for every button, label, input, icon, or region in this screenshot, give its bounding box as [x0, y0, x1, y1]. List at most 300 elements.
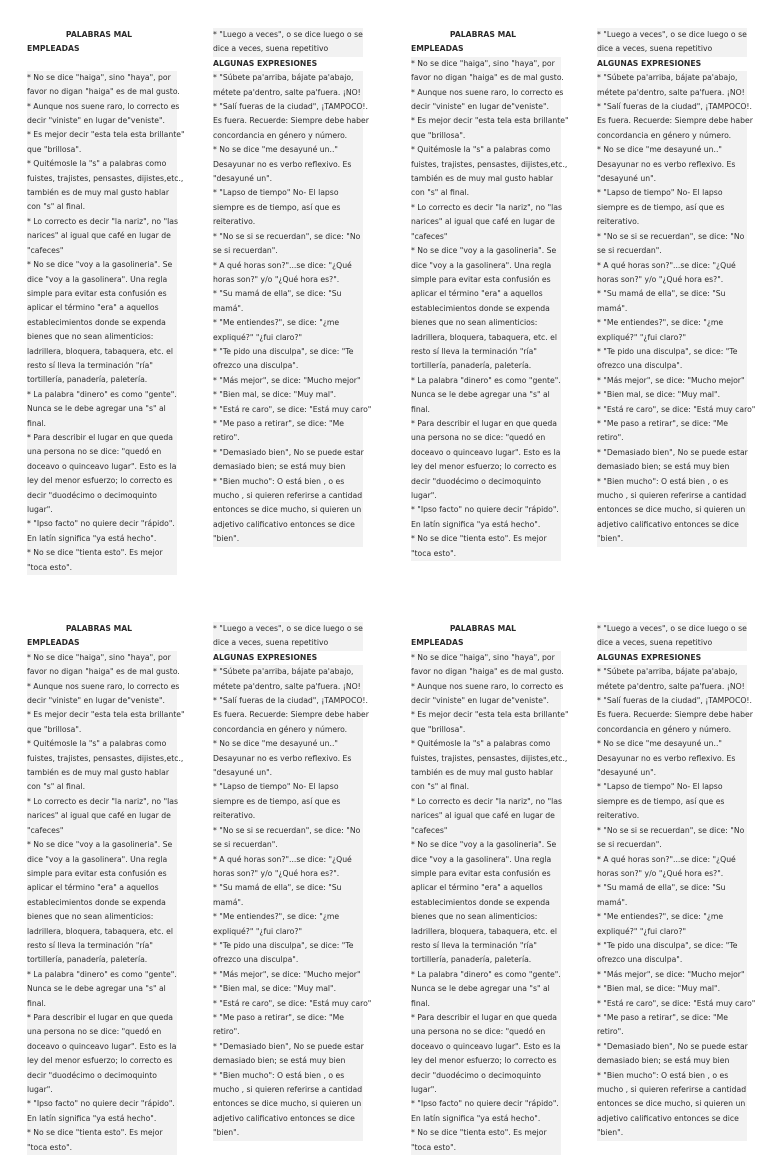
text-line: lugar". — [411, 1083, 561, 1097]
text-line: aplicar el término "era" a aquellos — [27, 881, 177, 895]
text-line: * Quitémosle la "s" a palabras como — [27, 737, 177, 751]
text-line: decir "duodécimo o decimoquinto — [27, 1069, 177, 1083]
text-line: mucho , si quieren referirse a cantidad — [597, 489, 747, 503]
text-line: que "brillosa". — [27, 723, 177, 737]
text-line: "toca esto". — [27, 561, 177, 575]
text-line: ladrillera, bloquera, tabaquera, etc. el — [411, 331, 561, 345]
text-line: * "Luego a veces", o se dice luego o se — [213, 622, 363, 636]
text-line: * "Demasiado bien", No se puede estar — [213, 446, 363, 460]
text-line: * "Lapso de tiempo" No- El lapso — [597, 780, 747, 794]
text-line: lugar". — [27, 503, 177, 517]
text-line: mamá". — [213, 302, 363, 316]
text-line: final. — [411, 403, 561, 417]
text-line: Nunca se le debe agregar una "s" al — [411, 388, 561, 402]
text-line: * La palabra "dinero" es como "gente". — [411, 374, 561, 388]
text-line: * Para describir el lugar en que queda — [27, 1011, 177, 1025]
text-line: "cafeces" — [411, 824, 561, 838]
text-line: * Es mejor decir "esta tela esta brillante" — [27, 708, 177, 722]
text-line: * No se dice "me desayuné un.." — [597, 737, 747, 751]
text-line: entonces se dice mucho, si quieren un — [213, 1097, 363, 1111]
text-line: reiterativo. — [597, 215, 747, 229]
text-line: * "Su mamá de ella", se dice: "Su — [213, 287, 363, 301]
text-line: expliqué?" "¿fui claro?" — [597, 925, 747, 939]
text-line: establecimientos donde se expenda — [27, 896, 177, 910]
text-line: ofrezco una disculpa". — [213, 359, 363, 373]
text-line: * "Salí fueras de la ciudad", ¡TAMPOCO!. — [213, 100, 363, 114]
column-right — [597, 28, 756, 547]
text-line: * Lo correcto es decir "la nariz", no "las — [411, 795, 561, 809]
text-line: * No se dice "me desayuné un.." — [213, 143, 363, 157]
text-line: * No se dice "tienta esto". Es mejor — [27, 546, 177, 560]
text-line: Nunca se le debe agregar una "s" al — [27, 982, 177, 996]
text-line: mamá". — [597, 896, 747, 910]
text-line: Desayunar no es verbo reflexivo. Es — [213, 752, 363, 766]
doc-subtitle: EMPLEADAS — [27, 44, 80, 54]
text-line: favor no digan "haiga" es de mal gusto. — [27, 665, 177, 679]
text-line: * "Luego a veces", o se dice luego o se — [597, 622, 747, 636]
text-line: * A qué horas son?"...se dice: "¿Qué — [213, 853, 363, 867]
column-left — [411, 28, 569, 561]
doc-title: PALABRAS MAL — [449, 624, 517, 633]
text-line: * No se dice "me desayuné un.." — [597, 143, 747, 157]
text-line: * "Bien mal, se dice: "Muy mal". — [213, 388, 363, 402]
text-line: * Para describir el lugar en que queda — [411, 417, 561, 431]
text-line: simple para evitar esta confusión es — [27, 287, 177, 301]
text-line: tortillería, panadería, paletería. — [27, 373, 177, 387]
text-line: * No se dice "voy a la gasolineria". Se — [411, 244, 561, 258]
text-line: demasiado bien; se está muy bien — [213, 1054, 363, 1068]
text-line: lugar". — [27, 1083, 177, 1097]
column-left — [27, 622, 185, 1155]
text-line: * No se dice "tienta esto". Es mejor — [411, 532, 561, 546]
text-line: * Aunque nos suene raro, lo correcto es — [27, 680, 177, 694]
text-line: ley del menor esfuerzo; lo correcto es — [27, 474, 177, 488]
text-line: * Es mejor decir "esta tela esta brillante" — [27, 128, 177, 142]
text-line: métete pa'dentro, salte pa'fuera. ¡NO! — [597, 680, 747, 694]
text-line: adjetivo calificativo entonces se dice — [213, 518, 363, 532]
text-line: horas son?" y/o "¿Qué hora es?". — [597, 273, 747, 287]
text-line: decir "viniste" en lugar de"veniste". — [27, 114, 177, 128]
text-line: con "s" al final. — [411, 186, 561, 200]
text-line: * "Lapso de tiempo" No- El lapso — [213, 780, 363, 794]
text-line: ofrezco una disculpa". — [597, 953, 747, 967]
text-line: * "Súbete pa'arriba, bájate pa'abajo, — [213, 665, 363, 679]
text-line: * "Ipso facto" no quiere decir "rápido". — [27, 517, 177, 531]
copy-bottom-right — [384, 612, 768, 1152]
doc-subtitle: EMPLEADAS — [27, 638, 80, 648]
text-line: * Aunque nos suene raro, lo correcto es — [411, 86, 561, 100]
text-line: * Quitémosle la "s" a palabras como — [411, 143, 561, 157]
text-line: * "Demasiado bien", No se puede estar — [597, 1040, 747, 1054]
text-line: * "Me entiendes?", se dice: "¿me — [213, 316, 363, 330]
text-line: * La palabra "dinero" es como "gente". — [411, 968, 561, 982]
section-heading: ALGUNAS EXPRESIONES — [213, 652, 318, 662]
text-line: concordancia en género y número. — [597, 129, 747, 143]
copy-top-right — [384, 0, 768, 558]
text-line: * "Me paso a retirar", se dice: "Me — [213, 1011, 363, 1025]
text-line: * No se dice "me desayuné un.." — [213, 737, 363, 751]
text-line: dice a veces, suena repetitivo — [213, 636, 363, 650]
spacer — [27, 57, 177, 71]
text-line: * "Su mamá de ella", se dice: "Su — [597, 881, 747, 895]
column-left — [411, 622, 569, 1155]
text-line: adjetivo calificativo entonces se dice — [213, 1112, 363, 1126]
text-line: decir "duodécimo o decimoquinto — [27, 489, 177, 503]
text-line: Desayunar no es verbo reflexivo. Es — [213, 158, 363, 172]
text-line: también es de muy mal gusto hablar — [411, 172, 561, 186]
text-line: final. — [411, 997, 561, 1011]
text-line: una persona no se dice: "quedó en — [27, 445, 177, 459]
text-line: * Quitémosle la "s" a palabras como — [411, 737, 561, 751]
text-line: entonces se dice mucho, si quieren un — [597, 503, 747, 517]
text-line: * "Más mejor", se dice: "Mucho mejor" — [213, 374, 363, 388]
text-line: dice "voy a la gasolinera". Una regla — [411, 853, 561, 867]
text-line: establecimientos donde se expenda — [411, 302, 561, 316]
text-line: * A qué horas son?"...se dice: "¿Qué — [597, 259, 747, 273]
text-line: "bien". — [213, 1126, 363, 1140]
text-line: * Aunque nos suene raro, lo correcto es — [27, 100, 177, 114]
text-line: * No se dice "haiga", sino "haya", por — [411, 57, 561, 71]
text-line: mamá". — [213, 896, 363, 910]
text-line: con "s" al final. — [27, 200, 177, 214]
text-line: * No se dice "voy a la gasolineria". Se — [27, 258, 177, 272]
text-line: ley del menor esfuerzo; lo correcto es — [411, 460, 561, 474]
text-line: * "Me entiendes?", se dice: "¿me — [597, 316, 747, 330]
text-line: reiterativo. — [597, 809, 747, 823]
text-line: * "Salí fueras de la ciudad", ¡TAMPOCO!. — [597, 100, 747, 114]
text-line: que "brillosa". — [411, 723, 561, 737]
text-line: "desayuné un". — [597, 766, 747, 780]
text-line: decir "duodécimo o decimoquinto — [411, 475, 561, 489]
text-line: * Lo correcto es decir "la nariz", no "las — [27, 215, 177, 229]
text-line: decir "viniste" en lugar de"veniste". — [411, 100, 561, 114]
doc-title: PALABRAS MAL — [449, 30, 517, 39]
text-line: En latín significa "ya está hecho". — [411, 1112, 561, 1126]
text-line: doceavo o quinceavo lugar". Esto es la — [27, 460, 177, 474]
text-line: * Para describir el lugar en que queda — [27, 431, 177, 445]
text-line: doceavo o quinceavo lugar". Esto es la — [411, 1040, 561, 1054]
text-line: fuistes, trajistes, pensastes, dijistes,etc., — [27, 172, 177, 186]
text-line: * "Súbete pa'arriba, bájate pa'abajo, — [213, 71, 363, 85]
text-line: mucho , si quieren referirse a cantidad — [213, 489, 363, 503]
text-line: * A qué horas son?"...se dice: "¿Qué — [597, 853, 747, 867]
text-line: * Quitémosle la "s" a palabras como — [27, 157, 177, 171]
text-line: "cafeces" — [27, 824, 177, 838]
text-line: * No se dice "tienta esto". Es mejor — [27, 1126, 177, 1140]
text-line: aplicar el término "era" a aquellos — [411, 881, 561, 895]
text-line: Desayunar no es verbo reflexivo. Es — [597, 158, 747, 172]
text-line: concordancia en género y número. — [213, 723, 363, 737]
text-line: * Es mejor decir "esta tela esta brillante" — [411, 114, 561, 128]
text-line: horas son?" y/o "¿Qué hora es?". — [597, 867, 747, 881]
text-line: también es de muy mal gusto hablar — [27, 186, 177, 200]
text-line: * Para describir el lugar en que queda — [411, 1011, 561, 1025]
text-line: narices" al igual que café en lugar de — [27, 809, 177, 823]
text-line: * "Luego a veces", o se dice luego o se — [213, 28, 363, 42]
text-line: bienes que no sean alimenticios: — [27, 330, 177, 344]
section-heading: ALGUNAS EXPRESIONES — [597, 652, 702, 662]
text-line: Nunca se le debe agregar una "s" al — [411, 982, 561, 996]
section-heading: ALGUNAS EXPRESIONES — [597, 58, 702, 68]
text-line: ladrillera, bloquera, tabaquera, etc. el — [411, 925, 561, 939]
text-line: * "Lapso de tiempo" No- El lapso — [597, 186, 747, 200]
text-line: dice "voy a la gasolinera". Una regla — [27, 273, 177, 287]
text-line: "toca esto". — [27, 1141, 177, 1155]
text-line: expliqué?" "¿fui claro?" — [213, 331, 363, 345]
text-line: decir "viniste" en lugar de"veniste". — [27, 694, 177, 708]
text-line: dice "voy a la gasolinera". Una regla — [411, 259, 561, 273]
text-line: favor no digan "haiga" es de mal gusto. — [411, 665, 561, 679]
text-line: retiro". — [597, 431, 747, 445]
text-line: tortillería, panadería, paletería. — [27, 953, 177, 967]
text-line: "desayuné un". — [597, 172, 747, 186]
text-line: bienes que no sean alimenticios: — [411, 910, 561, 924]
text-line: se si recuerdan". — [213, 838, 363, 852]
text-line: final. — [27, 417, 177, 431]
text-line: mucho , si quieren referirse a cantidad — [597, 1083, 747, 1097]
text-line: concordancia en género y número. — [213, 129, 363, 143]
text-line: narices" al igual que café en lugar de — [411, 809, 561, 823]
text-line: también es de muy mal gusto hablar — [27, 766, 177, 780]
text-line: En latín significa "ya está hecho". — [27, 1112, 177, 1126]
text-line: doceavo o quinceavo lugar". Esto es la — [27, 1040, 177, 1054]
text-line: Es fuera. Recuerde: Siempre debe haber — [213, 114, 363, 128]
text-line: * Lo correcto es decir "la nariz", no "las — [411, 201, 561, 215]
text-line: * "Bien mucho": O está bien , o es — [597, 1069, 747, 1083]
text-line: Es fuera. Recuerde: Siempre debe haber — [597, 708, 747, 722]
text-line: * "Salí fueras de la ciudad", ¡TAMPOCO!. — [597, 694, 747, 708]
text-line: * "No se si se recuerdan", se dice: "No — [597, 230, 747, 244]
text-line: simple para evitar esta confusión es — [411, 867, 561, 881]
text-line: tortillería, panadería, paletería. — [411, 359, 561, 373]
text-line: siempre es de tiempo, así que es — [213, 201, 363, 215]
text-line: adjetivo calificativo entonces se dice — [597, 1112, 747, 1126]
text-line: final. — [27, 997, 177, 1011]
text-line: * "No se si se recuerdan", se dice: "No — [597, 824, 747, 838]
text-line: En latín significa "ya está hecho". — [411, 518, 561, 532]
text-line: dice a veces, suena repetitivo — [213, 42, 363, 56]
text-line: siempre es de tiempo, así que es — [597, 201, 747, 215]
text-line: demasiado bien; se está muy bien — [213, 460, 363, 474]
text-line: * No se dice "voy a la gasolineria". Se — [27, 838, 177, 852]
text-line: * A qué horas son?"...se dice: "¿Qué — [213, 259, 363, 273]
column-right — [597, 622, 756, 1141]
text-line: horas son?" y/o "¿Qué hora es?". — [213, 273, 363, 287]
text-line: * "No se si se recuerdan", se dice: "No — [213, 230, 363, 244]
text-line: * Lo correcto es decir "la nariz", no "las — [27, 795, 177, 809]
text-line: establecimientos donde se expenda — [411, 896, 561, 910]
text-line: aplicar el término "era" a aquellos — [411, 287, 561, 301]
page-top — [0, 0, 768, 572]
text-line: "desayuné un". — [213, 766, 363, 780]
text-line: demasiado bien; se está muy bien — [597, 1054, 747, 1068]
text-line: * "Me paso a retirar", se dice: "Me — [597, 1011, 747, 1025]
text-line: * "Demasiado bien", No se puede estar — [213, 1040, 363, 1054]
text-line: * "Está re caro", se dice: "Está muy caro" — [213, 403, 363, 417]
text-line: * La palabra "dinero" es como "gente". — [27, 388, 177, 402]
text-line: * "No se si se recuerdan", se dice: "No — [213, 824, 363, 838]
text-line: * No se dice "haiga", sino "haya", por — [411, 651, 561, 665]
copy-bottom-left — [0, 612, 384, 1152]
text-line: * "Me paso a retirar", se dice: "Me — [213, 417, 363, 431]
text-line: ladrillera, bloquera, tabaquera, etc. el — [27, 925, 177, 939]
text-line: siempre es de tiempo, así que es — [597, 795, 747, 809]
text-line: "desayuné un". — [213, 172, 363, 186]
text-line: * Aunque nos suene raro, lo correcto es — [411, 680, 561, 694]
text-line: una persona no se dice: "quedó en — [411, 431, 561, 445]
text-line: * "Te pido una disculpa", se dice: "Te — [213, 345, 363, 359]
text-line: Es fuera. Recuerde: Siempre debe haber — [213, 708, 363, 722]
text-line: * "Está re caro", se dice: "Está muy caro" — [213, 997, 363, 1011]
text-line: se si recuerdan". — [597, 838, 747, 852]
text-line: * "Más mejor", se dice: "Mucho mejor" — [597, 968, 747, 982]
text-line: tortillería, panadería, paletería. — [411, 953, 561, 967]
text-line: narices" al igual que café en lugar de — [411, 215, 561, 229]
text-line: una persona no se dice: "quedó en — [27, 1025, 177, 1039]
text-line: retiro". — [213, 431, 363, 445]
text-line: con "s" al final. — [411, 780, 561, 794]
text-line: * "Salí fueras de la ciudad", ¡TAMPOCO!. — [213, 694, 363, 708]
text-line: dice "voy a la gasolinera". Una regla — [27, 853, 177, 867]
text-line: "bien". — [597, 1126, 747, 1140]
text-line: métete pa'dentro, salte pa'fuera. ¡NO! — [213, 680, 363, 694]
text-line: * "Te pido una disculpa", se dice: "Te — [213, 939, 363, 953]
text-line: * "Me paso a retirar", se dice: "Me — [597, 417, 747, 431]
text-line: * "Te pido una disculpa", se dice: "Te — [597, 345, 747, 359]
text-line: En latín significa "ya está hecho". — [27, 532, 177, 546]
text-line: concordancia en género y número. — [597, 723, 747, 737]
text-line: Nunca se le debe agregar una "s" al — [27, 402, 177, 416]
text-line: * "Luego a veces", o se dice luego o se — [597, 28, 747, 42]
text-line: entonces se dice mucho, si quieren un — [213, 503, 363, 517]
text-line: lugar". — [411, 489, 561, 503]
text-line: favor no digan "haiga" es de mal gusto. — [411, 71, 561, 85]
column-right — [213, 622, 372, 1141]
text-line: con "s" al final. — [27, 780, 177, 794]
text-line: * "Te pido una disculpa", se dice: "Te — [597, 939, 747, 953]
text-line: métete pa'dentro, salte pa'fuera. ¡NO! — [597, 86, 747, 100]
text-line: también es de muy mal gusto hablar — [411, 766, 561, 780]
text-line: resto sí lleva la terminación "ría" — [27, 359, 177, 373]
text-line: siempre es de tiempo, así que es — [213, 795, 363, 809]
text-line: resto sí lleva la terminación "ría" — [411, 939, 561, 953]
text-line: ladrillera, bloquera, tabaquera, etc. el — [27, 345, 177, 359]
text-line: * "Más mejor", se dice: "Mucho mejor" — [213, 968, 363, 982]
text-line: fuistes, trajistes, pensastes, dijistes,etc., — [411, 752, 561, 766]
doc-subtitle: EMPLEADAS — [411, 44, 464, 54]
text-line: que "brillosa". — [411, 129, 561, 143]
text-line: Es fuera. Recuerde: Siempre debe haber — [597, 114, 747, 128]
text-line: "cafeces" — [27, 244, 177, 258]
text-line: "bien". — [597, 532, 747, 546]
text-line: decir "viniste" en lugar de"veniste". — [411, 694, 561, 708]
text-line: * "Bien mucho": O está bien , o es — [213, 1069, 363, 1083]
text-line: * "Bien mal, se dice: "Muy mal". — [597, 388, 747, 402]
text-line: mamá". — [597, 302, 747, 316]
text-line: retiro". — [597, 1025, 747, 1039]
text-line: Desayunar no es verbo reflexivo. Es — [597, 752, 747, 766]
column-right — [213, 28, 372, 547]
text-line: * No se dice "haiga", sino "haya", por — [27, 71, 177, 85]
text-line: aplicar el término "era" a aquellos — [27, 301, 177, 315]
text-line: * "Está re caro", se dice: "Está muy caro" — [597, 997, 747, 1011]
text-line: ofrezco una disculpa". — [597, 359, 747, 373]
text-line: dice a veces, suena repetitivo — [597, 42, 747, 56]
text-line: horas son?" y/o "¿Qué hora es?". — [213, 867, 363, 881]
text-line: fuistes, trajistes, pensastes, dijistes,etc., — [27, 752, 177, 766]
text-line: que "brillosa". — [27, 143, 177, 157]
text-line: entonces se dice mucho, si quieren un — [597, 1097, 747, 1111]
column-left — [27, 28, 185, 575]
text-line: * "Su mamá de ella", se dice: "Su — [213, 881, 363, 895]
text-line: "cafeces" — [411, 230, 561, 244]
text-line: * "Bien mucho": O está bien , o es — [213, 475, 363, 489]
text-line: * No se dice "voy a la gasolineria". Se — [411, 838, 561, 852]
text-line: se si recuerdan". — [213, 244, 363, 258]
text-line: * "Ipso facto" no quiere decir "rápido". — [27, 1097, 177, 1111]
text-line: ley del menor esfuerzo; lo correcto es — [27, 1054, 177, 1068]
text-line: demasiado bien; se está muy bien — [597, 460, 747, 474]
text-line: bienes que no sean alimenticios: — [27, 910, 177, 924]
text-line: * "Me entiendes?", se dice: "¿me — [597, 910, 747, 924]
text-line: ofrezco una disculpa". — [213, 953, 363, 967]
text-line: bienes que no sean alimenticios: — [411, 316, 561, 330]
text-line: * No se dice "tienta esto". Es mejor — [411, 1126, 561, 1140]
page-bottom — [0, 612, 768, 1152]
text-line: * "Está re caro", se dice: "Está muy caro" — [597, 403, 747, 417]
text-line: dice a veces, suena repetitivo — [597, 636, 747, 650]
text-line: * "Bien mal, se dice: "Muy mal". — [597, 982, 747, 996]
text-line: * Es mejor decir "esta tela esta brillante" — [411, 708, 561, 722]
doc-subtitle: EMPLEADAS — [411, 638, 464, 648]
text-line: una persona no se dice: "quedó en — [411, 1025, 561, 1039]
text-line: decir "duodécimo o decimoquinto — [411, 1069, 561, 1083]
text-line: favor no digan "haiga" es de mal gusto. — [27, 85, 177, 99]
text-line: ley del menor esfuerzo; lo correcto es — [411, 1054, 561, 1068]
text-line: * "Bien mucho": O está bien , o es — [597, 475, 747, 489]
text-line: "toca esto". — [411, 547, 561, 561]
text-line: reiterativo. — [213, 215, 363, 229]
text-line: métete pa'dentro, salte pa'fuera. ¡NO! — [213, 86, 363, 100]
text-line: resto sí lleva la terminación "ría" — [411, 345, 561, 359]
text-line: establecimientos donde se expenda — [27, 316, 177, 330]
text-line: expliqué?" "¿fui claro?" — [597, 331, 747, 345]
text-line: * "Ipso facto" no quiere decir "rápido". — [411, 1097, 561, 1111]
text-line: doceavo o quinceavo lugar". Esto es la — [411, 446, 561, 460]
doc-title: PALABRAS MAL — [65, 624, 133, 633]
text-line: * "Bien mal, se dice: "Muy mal". — [213, 982, 363, 996]
text-line: fuistes, trajistes, pensastes, dijistes,etc., — [411, 158, 561, 172]
copy-top-left — [0, 0, 384, 572]
text-line: "bien". — [213, 532, 363, 546]
text-line: simple para evitar esta confusión es — [411, 273, 561, 287]
text-line: * "Más mejor", se dice: "Mucho mejor" — [597, 374, 747, 388]
text-line: * La palabra "dinero" es como "gente". — [27, 968, 177, 982]
doc-title: PALABRAS MAL — [65, 30, 133, 39]
text-line: reiterativo. — [213, 809, 363, 823]
text-line: se si recuerdan". — [597, 244, 747, 258]
text-line: adjetivo calificativo entonces se dice — [597, 518, 747, 532]
text-line: expliqué?" "¿fui claro?" — [213, 925, 363, 939]
text-line: "toca esto". — [411, 1141, 561, 1155]
text-line: * "Ipso facto" no quiere decir "rápido". — [411, 503, 561, 517]
text-line: * "Súbete pa'arriba, bájate pa'abajo, — [597, 665, 747, 679]
text-line: mucho , si quieren referirse a cantidad — [213, 1083, 363, 1097]
text-line: * No se dice "haiga", sino "haya", por — [27, 651, 177, 665]
text-line: retiro". — [213, 1025, 363, 1039]
text-line: * "Demasiado bien", No se puede estar — [597, 446, 747, 460]
text-line: * "Me entiendes?", se dice: "¿me — [213, 910, 363, 924]
